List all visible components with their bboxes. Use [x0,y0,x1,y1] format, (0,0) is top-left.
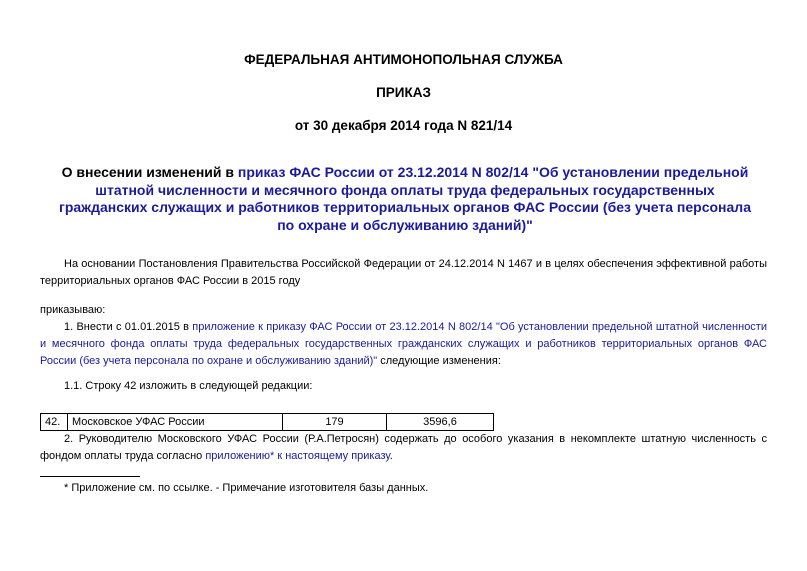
item-1-1-paragraph: 1.1. Строку 42 изложить в следующей редакции: [64,380,313,392]
order-date: от 30 декабря 2014 года N 821/14 [294,118,513,133]
item-2-suffix: . [389,450,393,462]
title-order-link[interactable]: приказ ФАС России от 23.12.2014 N 802/14 "Об установлении предельной штатной численности и месячного фонда оплаты труда федеральных государственных гражданских служащих и работников территориальных органов ФАС России (без учета персонала по охране и обслуживанию зданий)" [59,164,751,233]
order-heading: ПРИКАЗ [376,85,431,100]
footnote: * Приложение см. по ссылке. - Примечание изготовителя базы данных. [64,482,429,494]
intro-paragraph: На основании Постановления Правительства Российской Федерации от 24.12.2014 N 1467 и в целях обеспечения эффективной работы территориальных органов ФАС России в 2015 году [40,258,767,287]
document-title [55,164,755,234]
item-1-appendix-link[interactable]: приложение к приказу ФАС России от 23.12.2014 N 802/14 "Об установлении предельной штатной численности и месячного фонда оплаты труда федеральных государственных гражданских служащих и работников территориальных органов ФАС России (без учета персонала по охране и обслуживанию зданий)" [40,321,767,367]
item-1-paragraph [40,319,767,370]
staff-table [40,413,494,431]
item-2-prefix: 2. Руководителю Московского УФАС России (Р.А.Петросян) содержать до особого указания в некомплекте штатную численность с фондом оплаты труда согласно [40,433,767,462]
row-number-cell: 42. [41,414,68,431]
item-1-prefix: 1. Внести с 01.01.2015 в [64,321,193,333]
footnote-divider [40,476,140,477]
office-name-cell: Московское УФАС России [68,414,283,431]
item-2-appendix-link[interactable]: приложению* к настоящему приказу [205,450,390,462]
table-row [41,414,494,431]
agency-heading: ФЕДЕРАЛЬНАЯ АНТИМОНОПОЛЬНАЯ СЛУЖБА [244,52,563,67]
decree-word: приказываю: [40,304,106,316]
item-1-suffix: следующие изменения: [377,355,501,367]
item-2-paragraph [40,431,767,465]
pay-fund-cell: 3596,6 [387,414,494,431]
staff-count-cell: 179 [283,414,387,431]
title-prefix: О внесении изменений в [61,164,238,180]
